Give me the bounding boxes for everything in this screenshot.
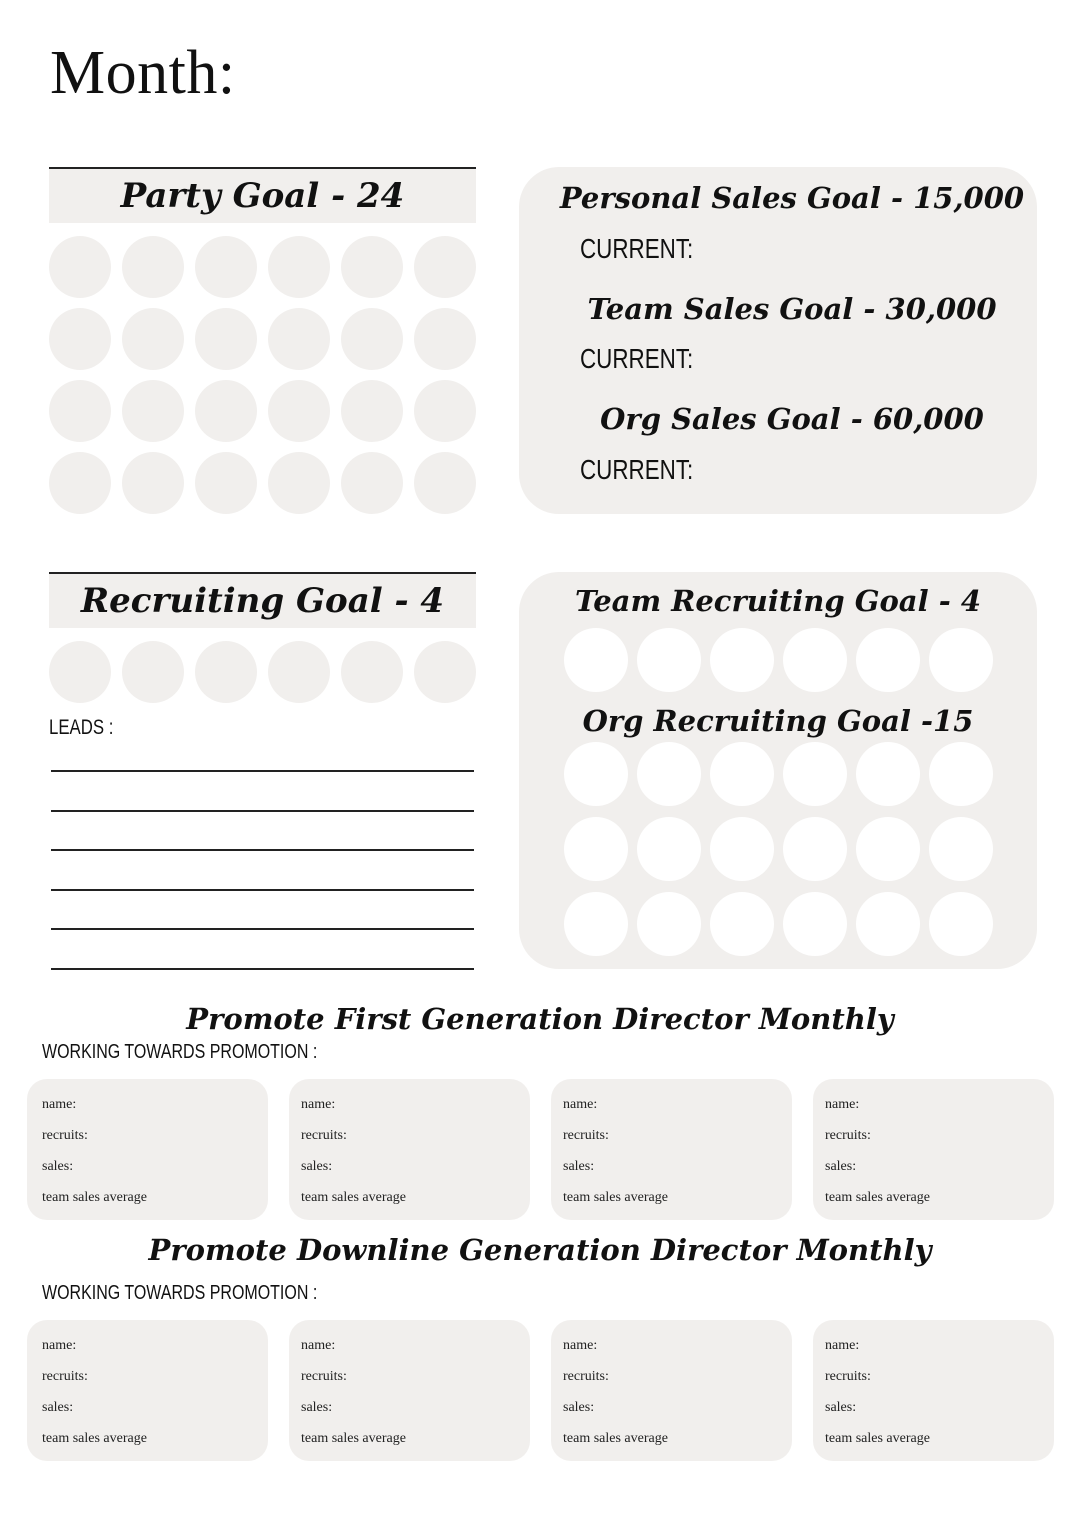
recruiting-goal-circle — [268, 641, 330, 703]
party-goal-circle — [414, 236, 476, 298]
card-team-sales-average-label: team sales average — [42, 1190, 147, 1205]
org-recruiting-circle — [929, 742, 993, 806]
team-recruiting-tracker — [564, 628, 993, 692]
card-sales-label: sales: — [42, 1400, 74, 1415]
director-card — [551, 1079, 792, 1220]
org-recruiting-circle — [783, 817, 847, 881]
party-goal-circle — [414, 308, 476, 370]
party-goal-circle — [122, 380, 184, 442]
party-goal-title: Party Goal - 24 — [120, 176, 405, 216]
card-sales-label: sales: — [825, 1159, 857, 1174]
org-recruiting-circle — [929, 817, 993, 881]
team-sales-goal-title: Team Sales Goal - 30,000 — [587, 292, 997, 326]
party-goal-circle — [49, 452, 111, 514]
downline-generation-title: Promote Downline Generation Director Monthly — [148, 1233, 932, 1267]
lead-line — [51, 968, 474, 970]
party-goal-circle — [414, 380, 476, 442]
card-recruits-label: recruits: — [42, 1128, 88, 1143]
card-recruits-label: recruits: — [301, 1128, 347, 1143]
party-goal-circle — [268, 380, 330, 442]
recruiting-goal-circle — [195, 641, 257, 703]
team-recruiting-circle — [637, 628, 701, 692]
card-team-sales-average-label: team sales average — [563, 1431, 668, 1446]
recruiting-goal-circle — [414, 641, 476, 703]
org-recruiting-circle — [710, 817, 774, 881]
card-recruits-label: recruits: — [825, 1369, 871, 1384]
team-recruiting-panel — [519, 572, 1037, 969]
party-goal-circle — [195, 380, 257, 442]
team-sales-current-label: CURRENT: — [580, 343, 694, 374]
org-recruiting-circle — [637, 892, 701, 956]
card-sales-label: sales: — [825, 1400, 857, 1415]
org-sales-current-label: CURRENT: — [580, 454, 694, 485]
party-goal-circle — [341, 236, 403, 298]
page-title: Month: — [50, 39, 236, 107]
recruiting-goal-title: Recruiting Goal - 4 — [80, 581, 445, 621]
downline-generation-working-label: WORKING TOWARDS PROMOTION : — [42, 1282, 318, 1304]
team-recruiting-circle — [564, 628, 628, 692]
org-recruiting-tracker — [564, 742, 993, 956]
personal-sales-goal-title: Personal Sales Goal - 15,000 — [559, 181, 1025, 215]
org-recruiting-circle — [710, 892, 774, 956]
recruiting-goal-circle — [122, 641, 184, 703]
org-recruiting-circle — [710, 742, 774, 806]
party-goal-circle — [341, 308, 403, 370]
personal-sales-current-label: CURRENT: — [580, 233, 694, 264]
card-sales-label: sales: — [301, 1159, 333, 1174]
card-recruits-label: recruits: — [42, 1369, 88, 1384]
team-recruiting-circle — [783, 628, 847, 692]
card-team-sales-average-label: team sales average — [825, 1190, 930, 1205]
director-card — [551, 1320, 792, 1461]
card-team-sales-average-label: team sales average — [563, 1190, 668, 1205]
org-recruiting-circle — [783, 742, 847, 806]
card-name-label: name: — [301, 1338, 336, 1353]
team-recruiting-goal-title: Team Recruiting Goal - 4 — [574, 584, 982, 618]
party-goal-tracker — [49, 236, 476, 514]
card-name-label: name: — [825, 1338, 860, 1353]
team-recruiting-circle — [856, 628, 920, 692]
party-goal-circle — [122, 452, 184, 514]
party-goal-header — [49, 167, 476, 223]
org-recruiting-circle — [637, 742, 701, 806]
team-recruiting-circle — [929, 628, 993, 692]
party-goal-circle — [341, 452, 403, 514]
org-recruiting-circle — [564, 742, 628, 806]
director-card — [27, 1320, 268, 1461]
party-goal-circle — [268, 452, 330, 514]
org-recruiting-circle — [929, 892, 993, 956]
director-card — [813, 1320, 1054, 1461]
card-team-sales-average-label: team sales average — [825, 1431, 930, 1446]
card-team-sales-average-label: team sales average — [301, 1190, 406, 1205]
org-recruiting-circle — [637, 817, 701, 881]
party-goal-circle — [414, 452, 476, 514]
party-goal-circle — [195, 308, 257, 370]
recruiting-goal-circle — [341, 641, 403, 703]
party-goal-circle — [195, 236, 257, 298]
org-sales-goal-title: Org Sales Goal - 60,000 — [600, 402, 984, 436]
org-recruiting-goal-title: Org Recruiting Goal -15 — [582, 704, 974, 738]
org-recruiting-circle — [856, 817, 920, 881]
first-generation-title: Promote First Generation Director Monthly — [186, 1002, 894, 1036]
director-card — [27, 1079, 268, 1220]
lead-line — [51, 928, 474, 930]
card-name-label: name: — [825, 1097, 860, 1112]
party-goal-circle — [49, 308, 111, 370]
card-name-label: name: — [42, 1097, 77, 1112]
card-name-label: name: — [42, 1338, 77, 1353]
lead-line — [51, 810, 474, 812]
party-goal-circle — [49, 380, 111, 442]
card-name-label: name: — [563, 1338, 598, 1353]
recruiting-goal-tracker — [49, 641, 476, 703]
card-recruits-label: recruits: — [563, 1128, 609, 1143]
party-goal-circle — [268, 308, 330, 370]
card-team-sales-average-label: team sales average — [301, 1431, 406, 1446]
director-card — [289, 1079, 530, 1220]
recruiting-goal-header — [49, 572, 476, 628]
card-sales-label: sales: — [42, 1159, 74, 1174]
lead-line — [51, 849, 474, 851]
director-card — [289, 1320, 530, 1461]
org-recruiting-circle — [856, 892, 920, 956]
team-recruiting-circle — [710, 628, 774, 692]
party-goal-circle — [49, 236, 111, 298]
card-sales-label: sales: — [563, 1400, 595, 1415]
card-sales-label: sales: — [301, 1400, 333, 1415]
first-generation-working-label: WORKING TOWARDS PROMOTION : — [42, 1041, 318, 1063]
org-recruiting-circle — [564, 892, 628, 956]
card-name-label: name: — [563, 1097, 598, 1112]
lead-line — [51, 889, 474, 891]
card-name-label: name: — [301, 1097, 336, 1112]
card-team-sales-average-label: team sales average — [42, 1431, 147, 1446]
party-goal-circle — [122, 308, 184, 370]
leads-label: LEADS : — [49, 716, 114, 739]
party-goal-circle — [122, 236, 184, 298]
party-goal-circle — [195, 452, 257, 514]
director-card — [813, 1079, 1054, 1220]
lead-line — [51, 770, 474, 772]
org-recruiting-circle — [783, 892, 847, 956]
recruiting-goal-circle — [49, 641, 111, 703]
sales-goals-panel — [519, 167, 1037, 514]
org-recruiting-circle — [564, 817, 628, 881]
card-recruits-label: recruits: — [825, 1128, 871, 1143]
card-sales-label: sales: — [563, 1159, 595, 1174]
card-recruits-label: recruits: — [301, 1369, 347, 1384]
party-goal-circle — [341, 380, 403, 442]
org-recruiting-circle — [856, 742, 920, 806]
party-goal-circle — [268, 236, 330, 298]
card-recruits-label: recruits: — [563, 1369, 609, 1384]
